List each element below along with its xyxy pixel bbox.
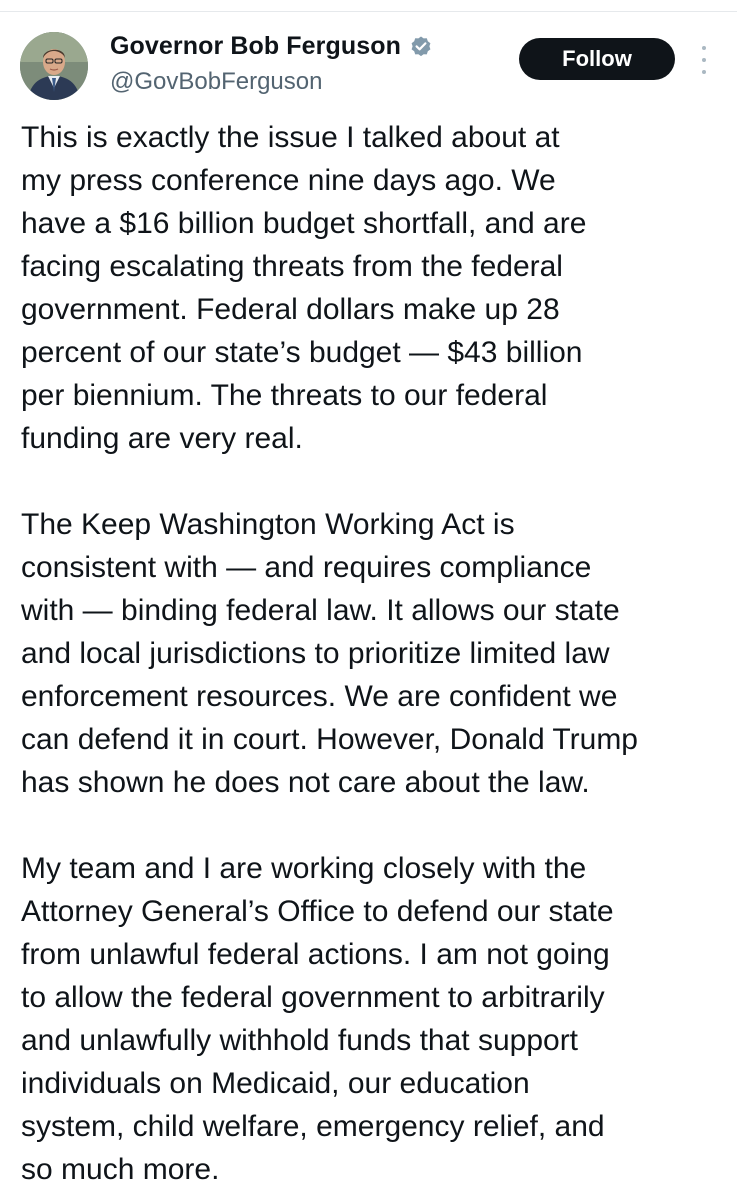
tweet-line: with — binding federal law. It allows our state: [21, 594, 620, 627]
tweet-line: can defend it in court. However, Donald Trump: [21, 723, 638, 756]
tweet-line: facing escalating threats from the federal: [21, 250, 563, 283]
tweet-line: This is exactly the issue I talked about at: [21, 121, 560, 154]
tweet-line: to allow the federal government to arbitrarily: [21, 981, 605, 1014]
tweet-line: and local jurisdictions to prioritize limited law: [21, 637, 610, 670]
more-dot: [702, 70, 706, 74]
avatar-photo-icon: [20, 32, 88, 100]
tweet-line: government. Federal dollars make up 28: [21, 293, 560, 326]
tweet-line: Attorney General’s Office to defend our state: [21, 895, 614, 928]
verified-badge-icon: [409, 35, 433, 59]
tweet-paragraph-2: [21, 503, 721, 804]
tweet-line: per biennium. The threats to our federal: [21, 379, 548, 412]
tweet-line: from unlawful federal actions. I am not going: [21, 938, 610, 971]
tweet-text: [21, 116, 721, 1200]
more-dot: [702, 46, 706, 50]
tweet-line: so much more.: [21, 1153, 220, 1186]
tweet-line: percent of our state’s budget — $43 billion: [21, 336, 583, 369]
author-name-row: [110, 32, 433, 61]
author-display-name[interactable]: Governor Bob Ferguson: [110, 32, 402, 60]
tweet-line: enforcement resources. We are confident we: [21, 680, 618, 713]
tweet-line: individuals on Medicaid, our education: [21, 1067, 530, 1100]
tweet-line: has shown he does not care about the law.: [21, 766, 590, 799]
author-handle[interactable]: @GovBobFerguson: [110, 68, 323, 95]
tweet-line: system, child welfare, emergency relief, and: [21, 1110, 605, 1143]
tweet-header: [0, 28, 737, 108]
tweet-line: and unlawfully withhold funds that support: [21, 1024, 579, 1057]
tweet-line: my press conference nine days ago. We: [21, 164, 556, 197]
author-avatar[interactable]: [20, 32, 88, 100]
tweet-line: The Keep Washington Working Act is: [21, 508, 515, 541]
more-dot: [702, 58, 706, 62]
tweet-paragraph-3: [21, 847, 721, 1191]
tweet-line: have a $16 billion budget shortfall, and are: [21, 207, 587, 240]
more-vertical-icon[interactable]: [694, 46, 714, 74]
follow-button[interactable]: Follow: [519, 38, 675, 80]
tweet-line: consistent with — and requires compliance: [21, 551, 592, 584]
top-divider: [0, 11, 737, 12]
tweet-line: My team and I are working closely with the: [21, 852, 587, 885]
tweet-line: funding are very real.: [21, 422, 303, 455]
tweet-paragraph-1: [21, 116, 721, 460]
